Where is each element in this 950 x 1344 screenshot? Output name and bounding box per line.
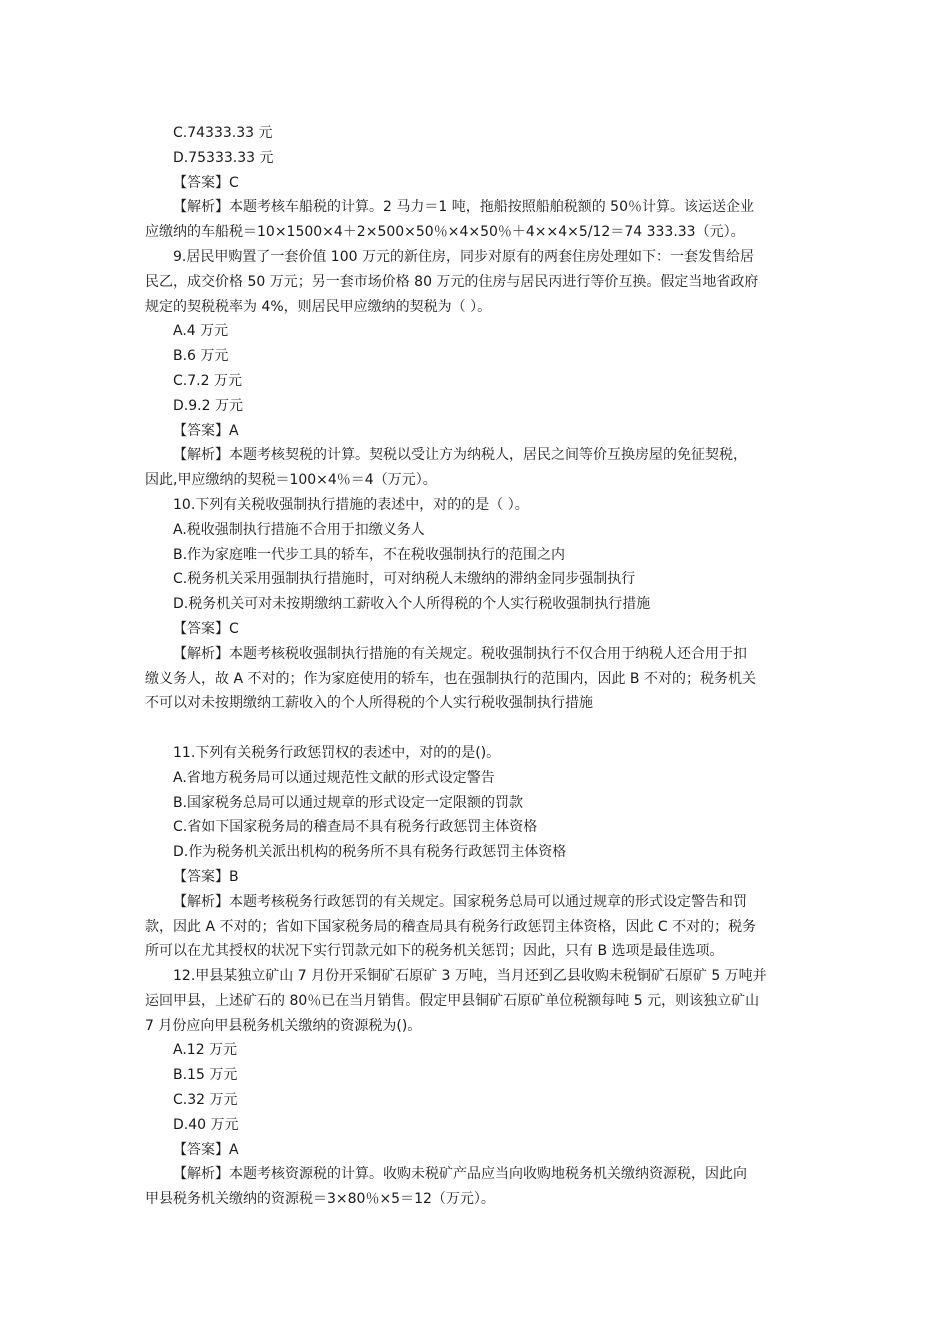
option-line: B.作为家庭唯一代步工具的轿车，不在税收强制执行的范围之内: [173, 546, 566, 563]
option-line: D.作为税务机关派出机构的税务所不具有税务行政惩罚主体资格: [173, 844, 567, 861]
answer-line: 【答案】C: [173, 174, 239, 191]
explanation-line: 【解析】本题考核税务行政惩罚的有关规定。国家税务总局可以通过规章的形式设定警告和罚: [173, 893, 747, 910]
answer-line: 【答案】A: [173, 422, 239, 439]
explanation-line: 因此,甲应缴纳的契税＝100×4％＝4（万元）。: [145, 472, 437, 489]
option-line: C.税务机关采用强制执行措施时，可对纳税人未缴纳的滞纳金同步强制执行: [173, 571, 636, 588]
explanation-line: 甲县税务机关缴纳的资源税＝3×80％×5＝12（万元）。: [145, 1191, 495, 1208]
explanation-line: 所可以在尤其授权的状况下实行罚款元如下的税务机关惩罚；因此，只有 B 选项是最佳选项。: [145, 943, 724, 960]
option-line: D.40 万元: [173, 1116, 239, 1133]
explanation-line: 缴义务人，故 A 不对的；作为家庭使用的轿车，也在强制执行的范围内，因此 B 不对的；税务机关: [145, 670, 756, 687]
option-line: A.省地方税务局可以通过规范性文献的形式设定警告: [173, 769, 495, 786]
answer-line: 【答案】B: [173, 868, 239, 885]
explanation-line: 款，因此 A 不对的；省如下国家税务局的稽查局具有税务行政惩罚主体资格，因此 C 不对的；税务: [145, 918, 757, 935]
option-line: C.7.2 万元: [173, 372, 242, 389]
option-line: B.国家税务总局可以通过规章的形式设定一定限额的罚款: [173, 794, 524, 811]
question-line: 规定的契税税率为 4%，则居民甲应缴纳的契税为（ ）。: [145, 298, 492, 315]
option-line: B.15 万元: [173, 1067, 238, 1084]
question-line: 7 月份应向甲县税务机关缴纳的资源税为()。: [145, 1017, 422, 1034]
blank-line: [145, 716, 810, 741]
explanation-line: 【解析】本题考核车船税的计算。2 马力＝1 吨，拖船按照船舶税额的 50％计算。该运送企业: [173, 199, 754, 216]
option-line: D.9.2 万元: [173, 397, 243, 414]
option-line: A.税收强制执行措施不合用于扣缴义务人: [173, 521, 425, 538]
document-page: [145, 121, 810, 1212]
answer-line: 【答案】A: [173, 1141, 239, 1158]
explanation-line: 【解析】本题考核契税的计算。契税以受让方为纳税人，居民之间等价互换房屋的免征契税，: [173, 447, 747, 464]
option-line: D.75333.33 元: [173, 149, 274, 166]
question-line: 10.下列有关税收强制执行措施的表述中，对的的是（ ）。: [173, 496, 529, 513]
question-line: 民乙，成交价格 50 万元；另一套市场价格 80 万元的住房与居民丙进行等价互换。假定当地省政府: [145, 273, 759, 290]
option-line: A.4 万元: [173, 323, 229, 340]
question-line: 12.甲县某独立矿山 7 月份开采铜矿石原矿 3 万吨，当月还到乙县收购未税铜矿石原矿 5 万吨并: [173, 968, 767, 985]
explanation-line: 不可以对未按期缴纳工薪收入的个人所得税的个人实行税收强制执行措施: [145, 695, 593, 712]
option-line: A.12 万元: [173, 1042, 238, 1059]
explanation-line: 应缴纳的车船税＝10×1500×4＋2×500×50％×4×50％＋4××4×5/12＝74 333.33（元）。: [145, 224, 745, 241]
explanation-line: 【解析】本题考核资源税的计算。收购未税矿产品应当向收购地税务机关缴纳资源税，因此向: [173, 1166, 747, 1183]
question-line: 运回甲县，上述矿石的 80％已在当月销售。假定甲县铜矿石原矿单位税额每吨 5 元，则该独立矿山: [145, 992, 760, 1009]
option-line: C.省如下国家税务局的稽查局不具有税务行政惩罚主体资格: [173, 819, 538, 836]
option-line: D.税务机关可对未按期缴纳工薪收入个人所得税的个人实行税收强制执行措施: [173, 596, 651, 613]
option-line: C.74333.33 元: [173, 125, 273, 141]
answer-line: 【答案】C: [173, 620, 239, 637]
option-line: C.32 万元: [173, 1092, 238, 1109]
explanation-line: 【解析】本题考核税收强制执行措施的有关规定。税收强制执行不仅合用于纳税人还合用于扣: [173, 645, 747, 662]
question-line: 9.居民甲购置了一套价值 100 万元的新住房，同步对原有的两套住房处理如下：一套发售给居: [173, 248, 754, 265]
option-line: B.6 万元: [173, 348, 229, 365]
question-line: 11.下列有关税务行政惩罚权的表述中，对的的是()。: [173, 744, 501, 761]
